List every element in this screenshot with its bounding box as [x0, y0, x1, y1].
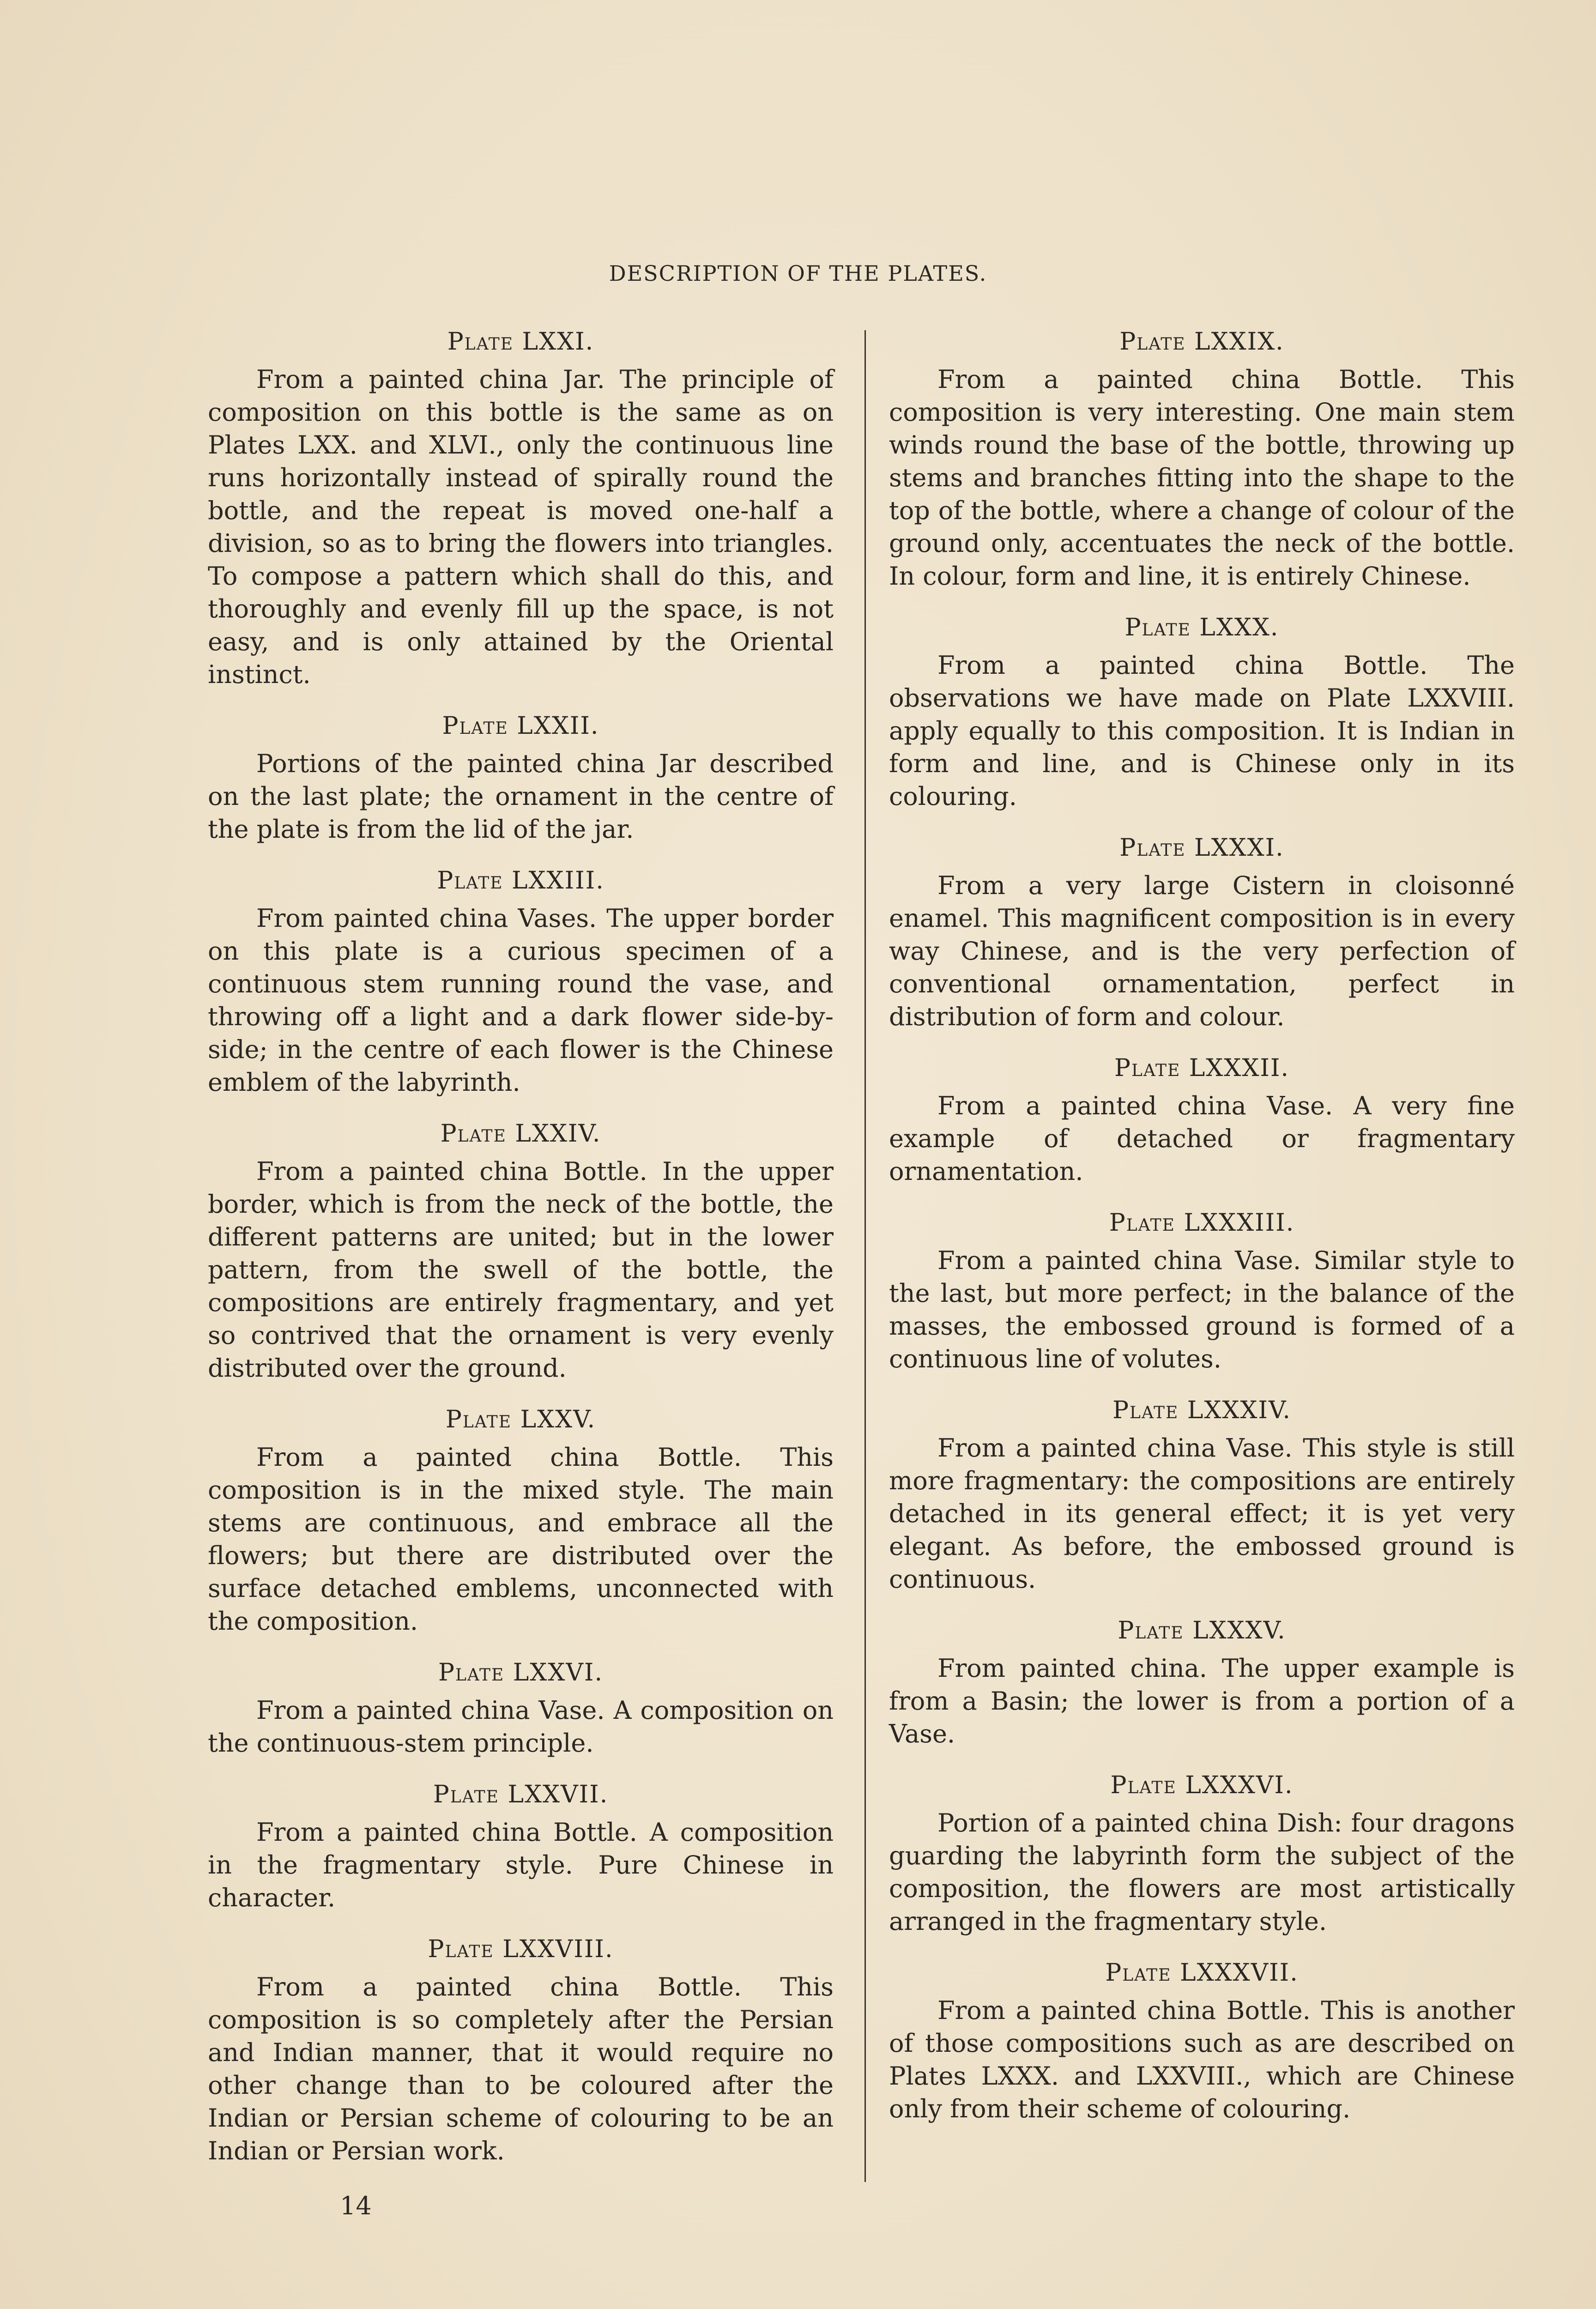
plate-entry	[889, 1954, 1515, 2125]
plate-entry	[889, 1392, 1515, 1596]
plate-heading: Plate LXXXI.	[1119, 834, 1284, 862]
plate-entry	[208, 1654, 834, 1759]
plate-description: From a painted china Vase. Similar style to the last, but more perfect; in the balance of the masses, the embossed ground is formed of a continuous line of volutes.	[889, 1246, 1515, 1373]
page-number: 14	[340, 2191, 372, 2220]
plate-heading: Plate LXXVI.	[438, 1659, 603, 1686]
right-column	[889, 323, 1515, 2142]
plate-entry	[889, 1612, 1515, 1750]
plate-description: From a painted china Bottle. A composition in the fragmentary style. Pure Chinese in character.	[208, 1818, 834, 1912]
plate-entry	[208, 707, 834, 846]
plate-description: From painted china Vases. The upper border on this plate is a curious specimen of a continuous stem running round the vase, and throwing off a light and a dark flower side-by-side; in the centre of each flower is the Chinese emblem of the labyrinth.	[208, 904, 834, 1097]
column-divider	[864, 330, 866, 2182]
plate-description: Portion of a painted china Dish: four dragons guarding the labyrinth form the subject of the composition, the flowers are most artistically arranged in the fragmentary style.	[889, 1808, 1515, 1936]
plate-description: From a painted china Bottle. In the upper border, which is from the neck of the bottle, the different patterns are united; but in the lower pattern, from the swell of the bottle, the compositions are entirely fragmentary, and yet so contrived that the ornament is very evenly distributed over the ground.	[208, 1157, 834, 1383]
plate-entry	[208, 323, 834, 691]
plate-entry	[208, 862, 834, 1099]
plate-entry	[889, 1767, 1515, 1938]
plate-heading: Plate LXXXII.	[1114, 1054, 1289, 1082]
plate-description: From painted china. The upper example is from a Basin; the lower is from a portion of a Vase.	[889, 1654, 1515, 1748]
plate-description: From a painted china Bottle. The observations we have made on Plate LXXVIII. apply equally to this composition. It is Indian in form and line, and is Chinese only in its colouring.	[889, 651, 1515, 811]
plate-description: From a painted china Vase. This style is still more fragmentary: the compositions are entirely detached in its general effect; it is yet very elegant. As before, the embossed ground is continuous.	[889, 1433, 1515, 1594]
plate-heading: Plate LXXXVII.	[1105, 1959, 1299, 1987]
plate-entry	[889, 323, 1515, 592]
plate-entry	[889, 609, 1515, 813]
plate-heading: Plate LXXXV.	[1118, 1617, 1286, 1644]
plate-heading: Plate LXXXIV.	[1112, 1396, 1291, 1424]
plate-heading: Plate LXXI.	[447, 328, 594, 356]
plate-heading: Plate LXXII.	[442, 712, 599, 740]
plate-heading: Plate LXXVIII.	[428, 1935, 614, 1963]
plate-heading: Plate LXXIX.	[1119, 328, 1284, 356]
plate-heading: Plate LXXX.	[1124, 614, 1279, 641]
left-column	[208, 323, 834, 2184]
plate-description: From a painted china Bottle. This composition is in the mixed style. The main stems are continuous, and embrace all the flowers; but there are distributed over the surface detached emblems, unconnected with the composition.	[208, 1443, 834, 1636]
plate-heading: Plate LXXXVI.	[1110, 1771, 1294, 1799]
plate-entry	[889, 1050, 1515, 1188]
plate-heading: Plate LXXIV.	[440, 1120, 601, 1148]
plate-heading: Plate LXXXIII.	[1109, 1209, 1295, 1237]
plate-description: From a painted china Jar. The principle of composition on this bottle is the same as on Plates LXX. and XLVI., only the continuous line runs horizontally instead of spirally round the bottle, and the repeat is moved one-half a division, so as to bring the flowers into triangles. To compose a pattern which shall do this, and thoroughly and evenly fill up the space, is not easy, and is only attained by the Oriental instinct.	[208, 365, 834, 689]
plate-heading: Plate LXXVII.	[433, 1781, 609, 1808]
plate-description: From a painted china Vase. A composition on the continuous-stem principle.	[208, 1696, 834, 1758]
plate-description: From a painted china Bottle. This composition is very interesting. One main stem winds round the base of the bottle, throwing up stems and branches fitting into the shape to the top of the bottle, where a change of colour of the ground only, accentuates the neck of the bottle. In colour, form and line, it is entirely Chinese.	[889, 365, 1515, 591]
plate-description: Portions of the painted china Jar described on the last plate; the ornament in the centre of the plate is from the lid of the jar.	[208, 749, 834, 844]
plate-entry	[889, 1204, 1515, 1375]
plate-description: From a very large Cistern in cloisonné enamel. This magnificent composition is in every way Chinese, and is the very perfection of conventional ornamentation, perfect in distribution of form and colour.	[889, 871, 1515, 1031]
plate-entry	[208, 1401, 834, 1638]
plate-description: From a painted china Bottle. This composition is so completely after the Persian and Indian manner, that it would require no other change than to be coloured after the Indian or Persian scheme of colouring to be an Indian or Persian work.	[208, 1972, 834, 2165]
plate-description: From a painted china Vase. A very fine example of detached or fragmentary ornamentation.	[889, 1091, 1515, 1186]
running-head: DESCRIPTION OF THE PLATES.	[609, 261, 987, 286]
plate-entry	[208, 1115, 834, 1384]
plate-entry	[208, 1776, 834, 1914]
plate-heading: Plate LXXV.	[445, 1406, 596, 1433]
plate-entry	[889, 829, 1515, 1033]
plate-description: From a painted china Bottle. This is another of those compositions such as are described on Plates LXXX. and LXXVIII., which are Chinese only from their scheme of colouring.	[889, 1996, 1515, 2123]
plate-heading: Plate LXXIII.	[437, 867, 605, 895]
plate-entry	[208, 1931, 834, 2167]
